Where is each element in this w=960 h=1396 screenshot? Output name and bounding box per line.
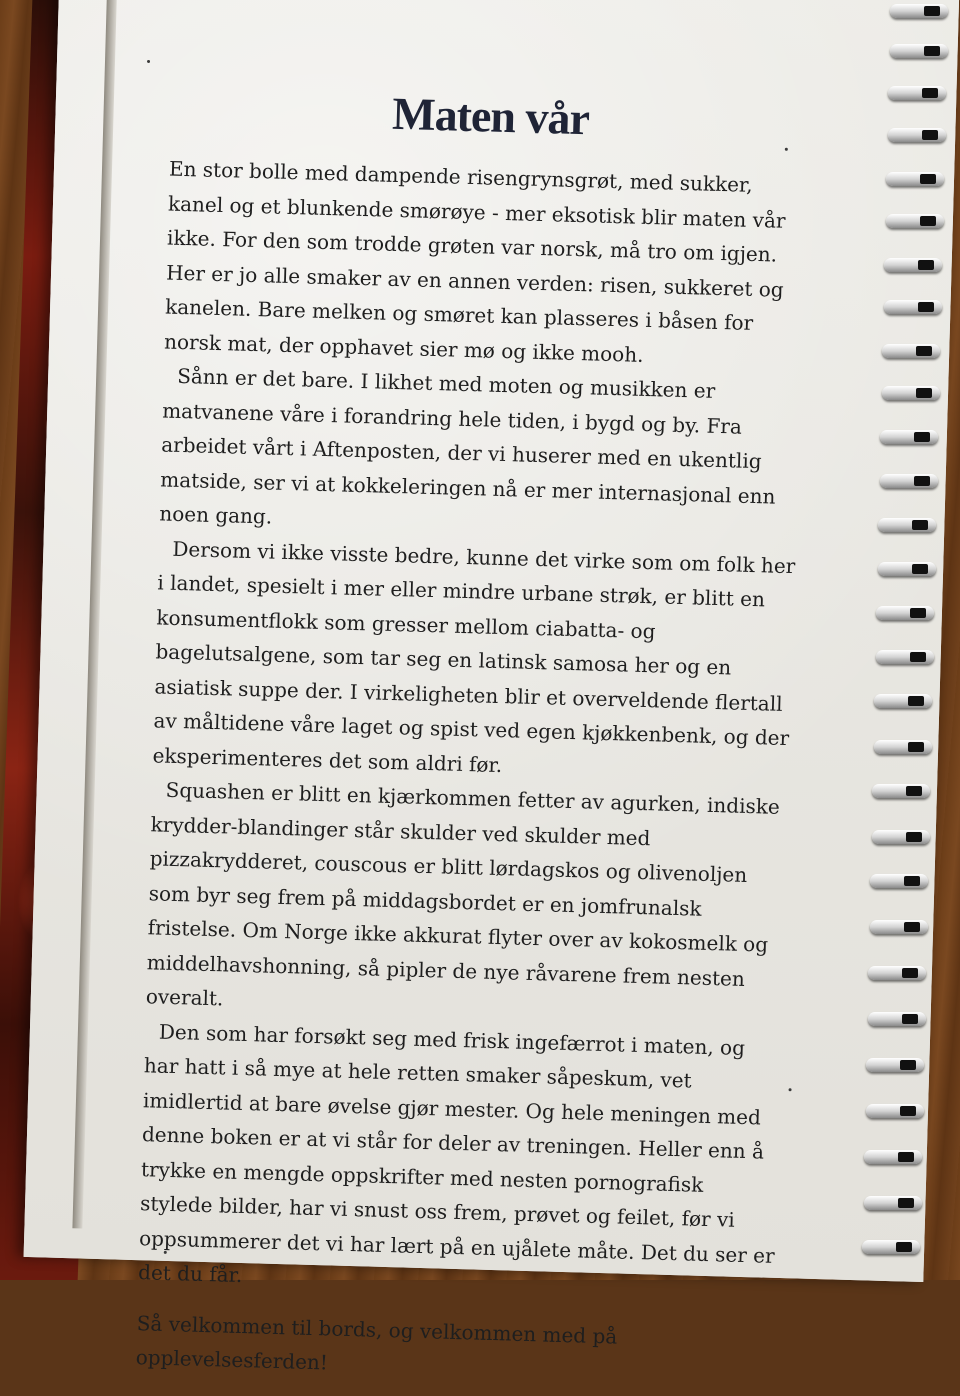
binding-ring	[874, 740, 932, 754]
binding-ring	[882, 386, 940, 400]
paragraph-1: En stor bolle med dampende risengrynsgrøt, med sukker, kanel og et blunkende smørøye - mer eksotisk blir maten vår ikke. For den som trodde grøten var norsk, må tro om igjen. Her er jo alle smaker av en annen verden: risen, sukkeret og kanelen. Bare melken og smøret kan plasseres i båsen for norsk mat, der opphavet sier mø og ikke mooh.	[163, 156, 786, 367]
binding-ring	[890, 4, 948, 18]
binding-ring	[880, 474, 938, 488]
binding-ring	[876, 650, 934, 664]
binding-ring	[862, 1240, 920, 1254]
binding-ring	[870, 920, 928, 934]
binding-ring	[878, 518, 936, 532]
binding-ring	[872, 784, 930, 798]
page-content	[135, 81, 811, 1392]
closing-line: Så velkommen til bords, og velkommen med på opplevelsesferden!	[135, 1310, 618, 1374]
paragraph-5: Den som har forsøkt seg med frisk ingefærrot i maten, og har hatt i så mye at hele retten smaker såpeskum, vet imidlertid at bare øvelse gjør mester. Og hele meningen med denne boken er at vi står for deler av treningen. Heller enn å trykke en mengde oppskrifter med nesten pornografisk stylede bilder, har vi snust oss frem, prøvet og feilet, før vi oppsummerer det vi har lært på en ujålete måte. Det du ser er det du får.	[137, 1019, 775, 1288]
binding-ring	[868, 1012, 926, 1026]
binding-ring	[884, 258, 942, 272]
page-edge	[72, 0, 118, 1229]
binding-ring	[864, 1150, 922, 1164]
binding-ring	[888, 128, 946, 142]
binding-ring	[886, 214, 944, 228]
binding-ring	[880, 430, 938, 444]
paragraph-4: Squashen er blitt en kjærkommen fetter av agurken, indiske krydder-blandinger står skulder ved skulder med pizzakrydderet, couscous er blitt lørdagskos og olivenoljen som byr seg frem på middagsbordet er en jomfrunalsk fristelse. Om Norge ikke akkurat flyter over av kokosmelk og middelhavshonning, så pipler de nye råvarene frem nesten overalt.	[145, 777, 781, 1011]
binding-ring	[866, 1058, 924, 1072]
paper-speck	[789, 1088, 792, 1091]
binding-ring	[890, 44, 948, 58]
book-page	[24, 0, 960, 1374]
binding-ring	[884, 300, 942, 314]
binding-ring	[888, 86, 946, 100]
binding-ring	[874, 694, 932, 708]
spiral-binding	[850, 0, 960, 1280]
paragraph-2: Sånn er det bare. I likhet med moten og musikken er matvanene våre i forandring hele tiden, i bygd og by. Fra arbeidet vårt i Aftenposten, der vi huserer med en ukentlig matside, ser vi at kokkeleringen nå er mer internasjonal enn noen gang.	[159, 363, 776, 529]
binding-ring	[882, 344, 940, 358]
binding-ring	[876, 606, 934, 620]
paper-speck	[147, 60, 150, 63]
paragraph-3: Dersom vi ikke visste bedre, kunne det virke som om folk her i landet, spesielt i mer eller mindre urbane strøk, er blitt en konsumentflokk som gresser mellom ciabatta- og bagelutsalgene, som tar seg en latinsk samosa her og en asiatisk suppe der. I virkeligheten blir et overveldende flertall av måltidene våre laget og spist ved egen kjøkkenbenk, og der eksperimenteres det som aldri før.	[152, 536, 796, 777]
binding-ring	[872, 830, 930, 844]
page-title: Maten vår	[391, 87, 590, 145]
binding-ring	[878, 562, 936, 576]
binding-ring	[870, 874, 928, 888]
binding-ring	[864, 1196, 922, 1210]
binding-ring	[886, 172, 944, 186]
binding-ring	[866, 1104, 924, 1118]
binding-ring	[868, 966, 926, 980]
